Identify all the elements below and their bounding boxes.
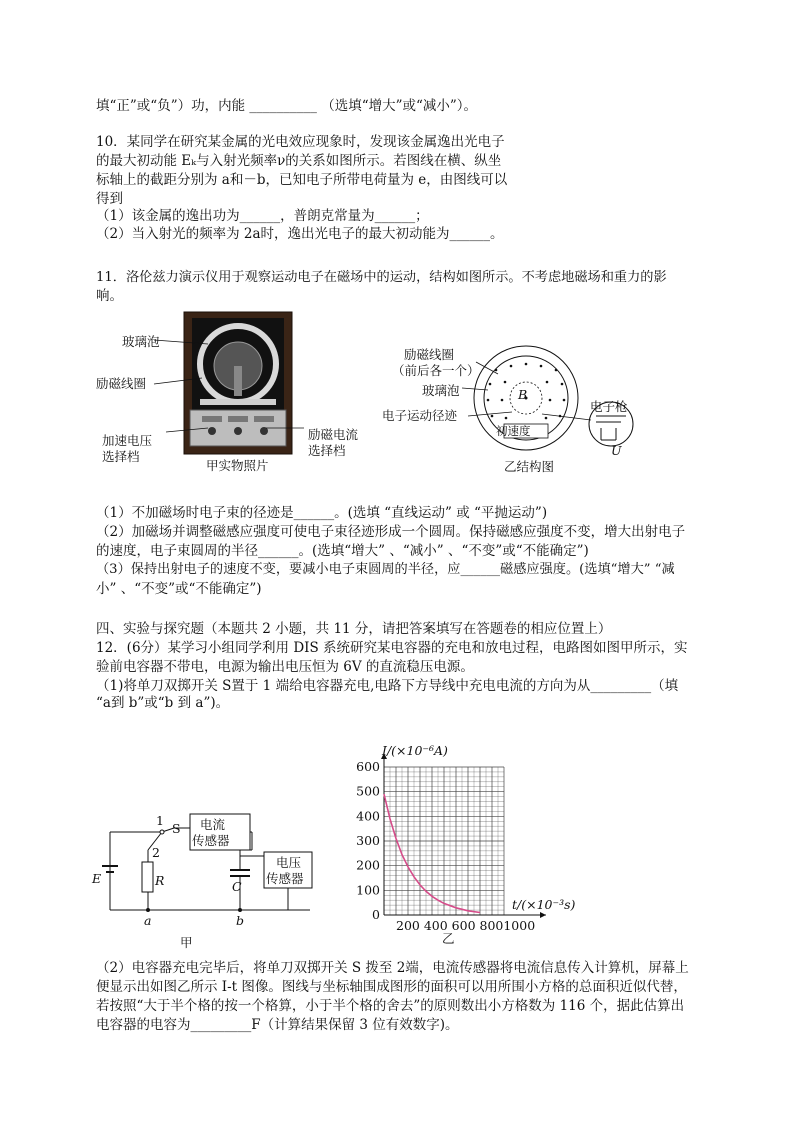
label-voltage-u: U <box>611 443 622 458</box>
chart-grid <box>384 767 504 915</box>
chart-xlabel: t/(×10⁻³s) <box>512 897 576 912</box>
question-11-part2: 的速度，电子束圆周的半径______。(选填“增大” 、“减小” 、“不变”或“不能确定”) <box>96 543 589 559</box>
label-terminal-2: 2 <box>152 845 160 860</box>
chart-ylabel: I/(×10⁻⁶A) <box>382 743 448 758</box>
voltage-sensor-label: 电压 <box>276 855 302 870</box>
y-tick-label: 400 <box>356 808 380 824</box>
figure-12-chart <box>346 742 606 947</box>
caption-photo: 甲实物照片 <box>206 458 269 473</box>
y-tick-label: 600 <box>356 759 380 774</box>
x-tick-labels: 200 400 600 8001000 <box>396 918 536 933</box>
label-field-b: B <box>518 387 528 402</box>
question-12-part1: “a到 b”或“b 到 a”)。 <box>96 695 230 711</box>
question-10-line: 10．某同学在研究某金属的光电效应现象时，发现该金属逸出光电子 <box>96 134 505 150</box>
label-struct-bulb: 玻璃泡 <box>422 383 460 398</box>
label-r: R <box>155 873 165 888</box>
label-coil: 励磁线圈 <box>96 376 147 391</box>
question-11-line: 11．洛伦兹力演示仪用于观察运动电子在磁场中的运动，结构如图所示。不考虑地磁场和重力的影 <box>96 270 667 285</box>
question-10-line: 的最大初动能 Eₖ与入射光频率ν的关系如图所示。若图线在横、纵坐 <box>96 153 502 169</box>
caption-yi: 乙 <box>442 931 455 946</box>
text-line: 填“正”或“负”）功，内能 __________ （选填“增大”或“减小”）。 <box>96 98 478 114</box>
question-12-line: 验前电容器不带电，电源为输出电压恒为 6V 的直流稳压电源。 <box>96 659 474 675</box>
label-c: C <box>232 879 242 894</box>
label-bulb: 玻璃泡 <box>122 334 160 349</box>
question-12-part2: 便显示出如图乙所示 I-t 图像。图线与坐标轴围成图形的面积可以用所围小方格的总面积近似代替， <box>96 979 687 995</box>
y-tick-label: 300 <box>356 833 380 848</box>
caption-jia: 甲 <box>180 935 193 950</box>
question-12-part2: 若按照“大于半个格的按一个格算，小于半个格的舍去”的原则数出小方格数为 116 个，据此估算出 <box>96 998 685 1014</box>
label-b: b <box>236 913 245 928</box>
question-10-line: 标轴上的截距分别为 a和－b，已知电子所带电荷量为 e，由图线可以 <box>96 172 508 188</box>
question-11-part1: （1）不加磁场时电子束的径迹是______。(选填 “直线运动” 或 “平抛运动”) <box>96 505 548 521</box>
question-12-part2: 电容器的电容为_________F（计算结果保留 3 位有效数字)。 <box>96 1017 459 1033</box>
question-12-part1: （1)将单刀双掷开关 S置于 1 端给电容器充电,电路下方导线中充电电流的方向为从_________（填 <box>96 678 679 694</box>
question-11-part3: 小” 、“不变”或“不能确定”) <box>96 581 262 597</box>
label-struct-coil: 励磁线圈 <box>404 347 455 362</box>
label-accel-voltage: 加速电压 <box>102 433 153 448</box>
label-coil-current: 励磁电流 <box>308 427 359 442</box>
x-axis-arrow <box>540 912 546 918</box>
question-10-part1: （1）该金属的逸出功为______，普朗克常量为______； <box>96 208 429 224</box>
figure-12-circuit <box>92 810 322 955</box>
label-e: E <box>92 871 102 886</box>
current-sensor-label-2: 传感器 <box>192 833 230 848</box>
current-sensor-label: 电流 <box>200 817 226 832</box>
chart-axes <box>381 753 546 918</box>
question-12-line: 12．(6分）某学习小组同学利用 DIS 系统研究某电容器的充电和放电过程，电路图如图甲所示，实 <box>96 640 688 656</box>
section-4-heading: 四、实验与探究题（本题共 2 小题，共 11 分，请把答案填写在答题卷的相应位置上） <box>96 621 612 637</box>
y-tick-label: 200 <box>356 857 380 873</box>
y-tick-label: 0 <box>372 907 380 922</box>
figure-11 <box>96 304 656 484</box>
question-10-line: 得到 <box>96 191 123 207</box>
question-11-line: 响。 <box>96 288 123 304</box>
label-coil-current-2: 选择档 <box>308 443 346 458</box>
label-terminal-1: 1 <box>156 813 164 828</box>
figure-11-drawing <box>96 304 656 484</box>
label-accel-voltage-2: 选择档 <box>102 449 140 464</box>
label-a: a <box>144 913 152 928</box>
question-11-part3: （3）保持出射电子的速度不变，要减小电子束圆周的半径，应______磁感应强度。(选填“增大” “减 <box>96 562 675 577</box>
it-chart <box>346 742 606 947</box>
y-tick-label: 100 <box>356 882 380 898</box>
question-11-part2: （2）加磁场并调整磁感应强度可使电子束径迹形成一个圆周。保持磁感应强度不变，增大出射电子 <box>96 524 686 540</box>
question-10-part2: （2）当入射光的频率为 2a时，逸出光电子的最大初动能为______。 <box>96 226 504 242</box>
y-tick-label: 500 <box>356 783 380 799</box>
question-12-part2: （2）电容器充电完毕后，将单刀双掷开关 S 拨至 2端，电流传感器将电流信息传入计算机，屏幕上 <box>96 960 689 976</box>
label-s: S <box>172 821 181 836</box>
label-electron-gun: 电子枪 <box>590 399 628 414</box>
label-initial-velocity: 初速度 <box>496 424 531 438</box>
voltage-sensor-label-2: 传感器 <box>266 871 304 886</box>
label-struct-coil-2: （前后各一个） <box>392 363 480 378</box>
caption-structure: 乙结构图 <box>504 459 555 474</box>
label-struct-track: 电子运动径迹 <box>382 408 458 423</box>
